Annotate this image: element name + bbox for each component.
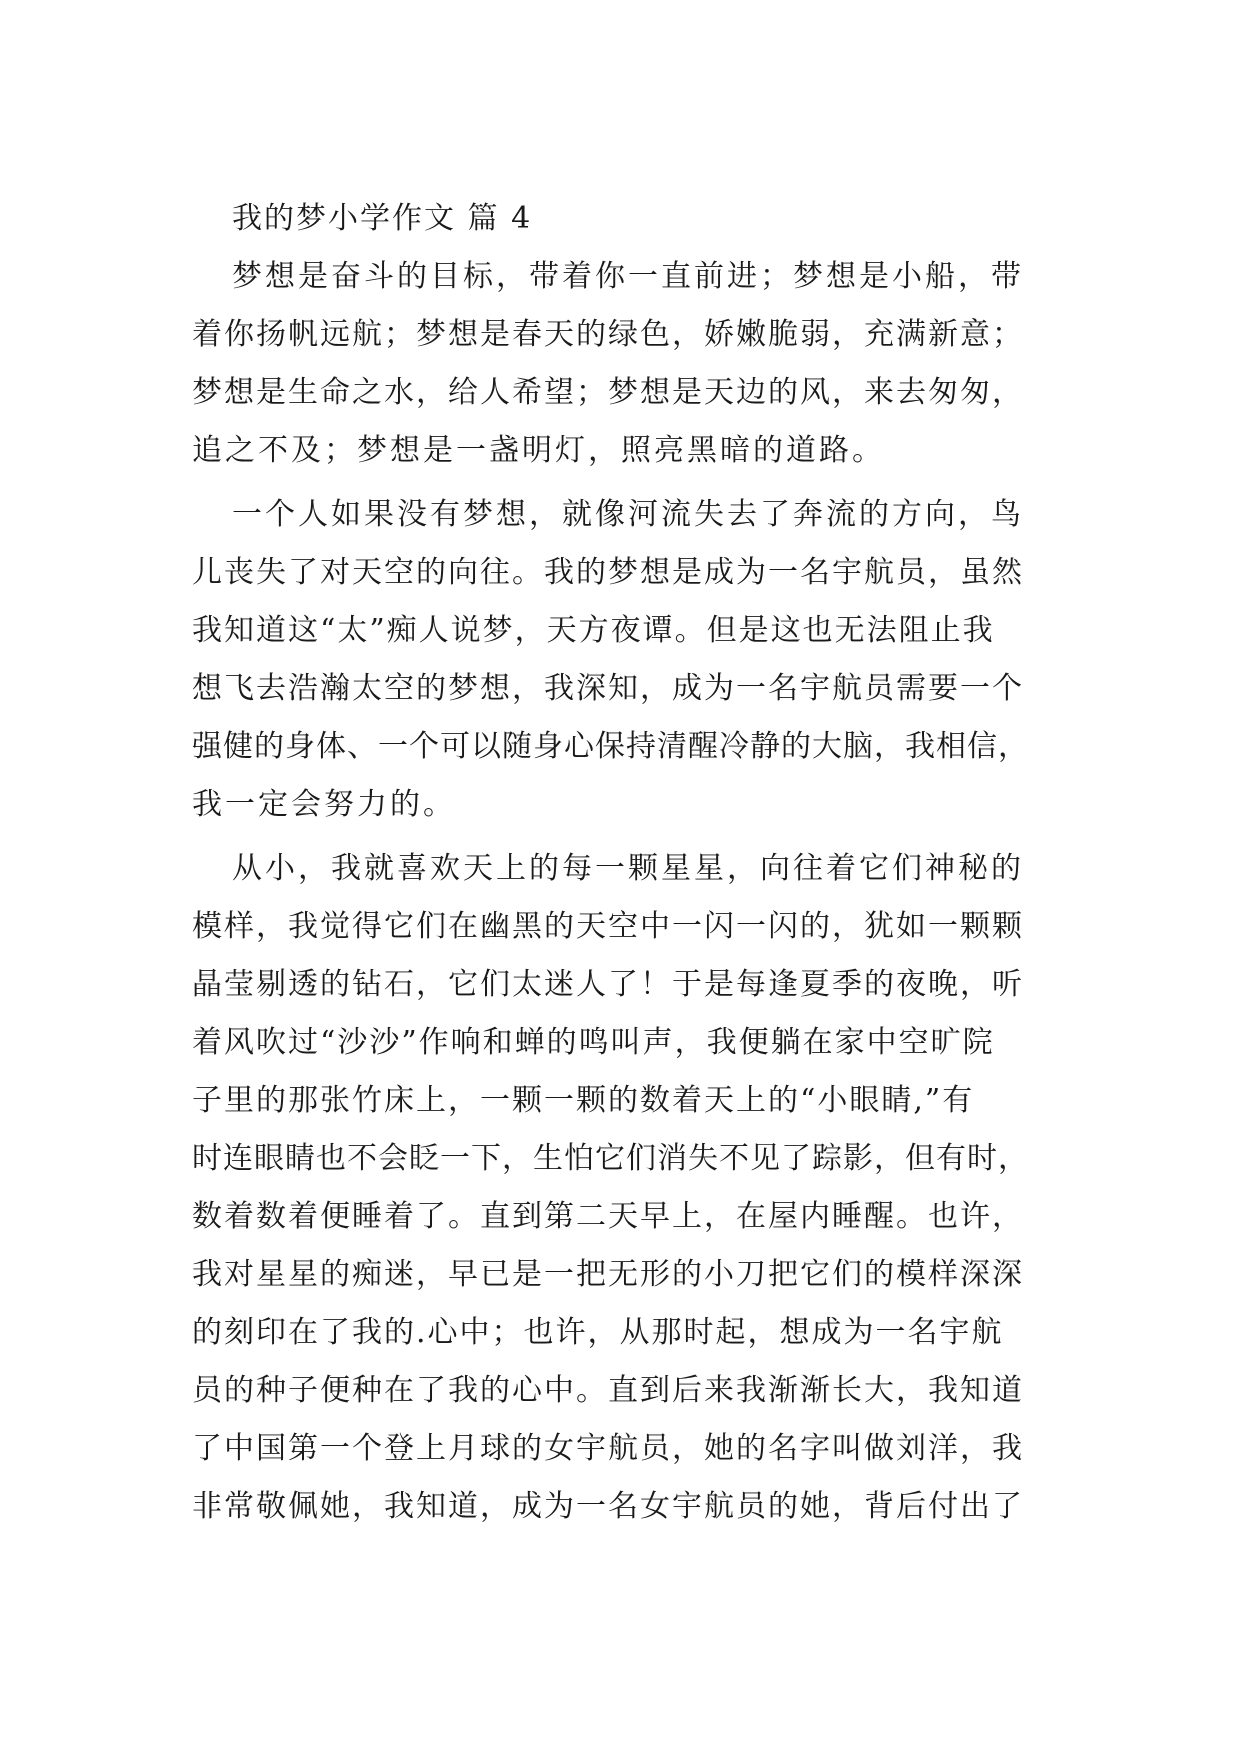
paragraph-line: 着风吹过“沙沙”作响和蝉的鸣叫声，我便躺在家中空旷院: [192, 1025, 995, 1060]
paragraph-line: 儿丧失了对天空的向往。我的梦想是成为一名宇航员，虽然: [192, 555, 1024, 590]
paragraph-line: 数着数着便睡着了。直到第二天早上，在屋内睡醒。也许，: [192, 1199, 1024, 1234]
paragraph-line: 梦想是生命之水，给人希望；梦想是天边的风，来去匆匆，: [192, 375, 1024, 410]
paragraph-line: 强健的身体、一个可以随身心保持清醒冷静的大脑，我相信，: [192, 729, 1029, 764]
paragraph-line: 模样，我觉得它们在幽黑的天空中一闪一闪的，犹如一颗颗: [192, 909, 1024, 944]
paragraph-line: 我一定会努力的。: [192, 787, 456, 822]
paragraph-1: [192, 248, 1052, 480]
paragraph-line: 晶莹剔透的钻石，它们太迷人了！于是每逢夏季的夜晚，听: [192, 967, 1024, 1002]
paragraph-line: 的刻印在了我的.心中；也许，从那时起，想成为一名宇航: [192, 1315, 1004, 1350]
paragraph-line: 一个人如果没有梦想，就像河流失去了奔流的方向，鸟: [232, 497, 1024, 532]
paragraph-line: 想飞去浩瀚太空的梦想，我深知，成为一名宇航员需要一个: [192, 671, 1024, 706]
paragraph-line: 非常敬佩她，我知道，成为一名女宇航员的她，背后付出了: [192, 1489, 1024, 1524]
paragraph-line: 追之不及；梦想是一盏明灯，照亮黑暗的道路。: [192, 433, 885, 468]
paragraph-line: 时连眼睛也不会眨一下，生怕它们消失不见了踪影，但有时，: [192, 1141, 1029, 1176]
paragraph-line: 梦想是奋斗的目标，带着你一直前进；梦想是小船，带: [232, 259, 1024, 294]
paragraph-line: 我知道这“太”痴人说梦，天方夜谭。但是这也无法阻止我: [192, 613, 995, 648]
paragraph-2: [192, 486, 1052, 834]
paragraph-line: 了中国第一个登上月球的女宇航员，她的名字叫做刘洋，我: [192, 1431, 1024, 1466]
essay-title: 我的梦小学作文 篇 4: [232, 201, 533, 236]
paragraph-line: 子里的那张竹床上，一颗一颗的数着天上的“小眼睛,”有: [192, 1083, 975, 1118]
document-body: [192, 190, 1052, 1536]
paragraph-line: 着你扬帆远航；梦想是春天的绿色，娇嫩脆弱，充满新意；: [192, 317, 1024, 352]
paragraph-line: 从小，我就喜欢天上的每一颗星星，向往着它们神秘的: [232, 851, 1024, 886]
paragraph-3: [192, 840, 1052, 1536]
paragraph-line: 员的种子便种在了我的心中。直到后来我渐渐长大，我知道: [192, 1373, 1024, 1408]
paragraph-line: 我对星星的痴迷，早已是一把无形的小刀把它们的模样深深: [192, 1257, 1024, 1292]
